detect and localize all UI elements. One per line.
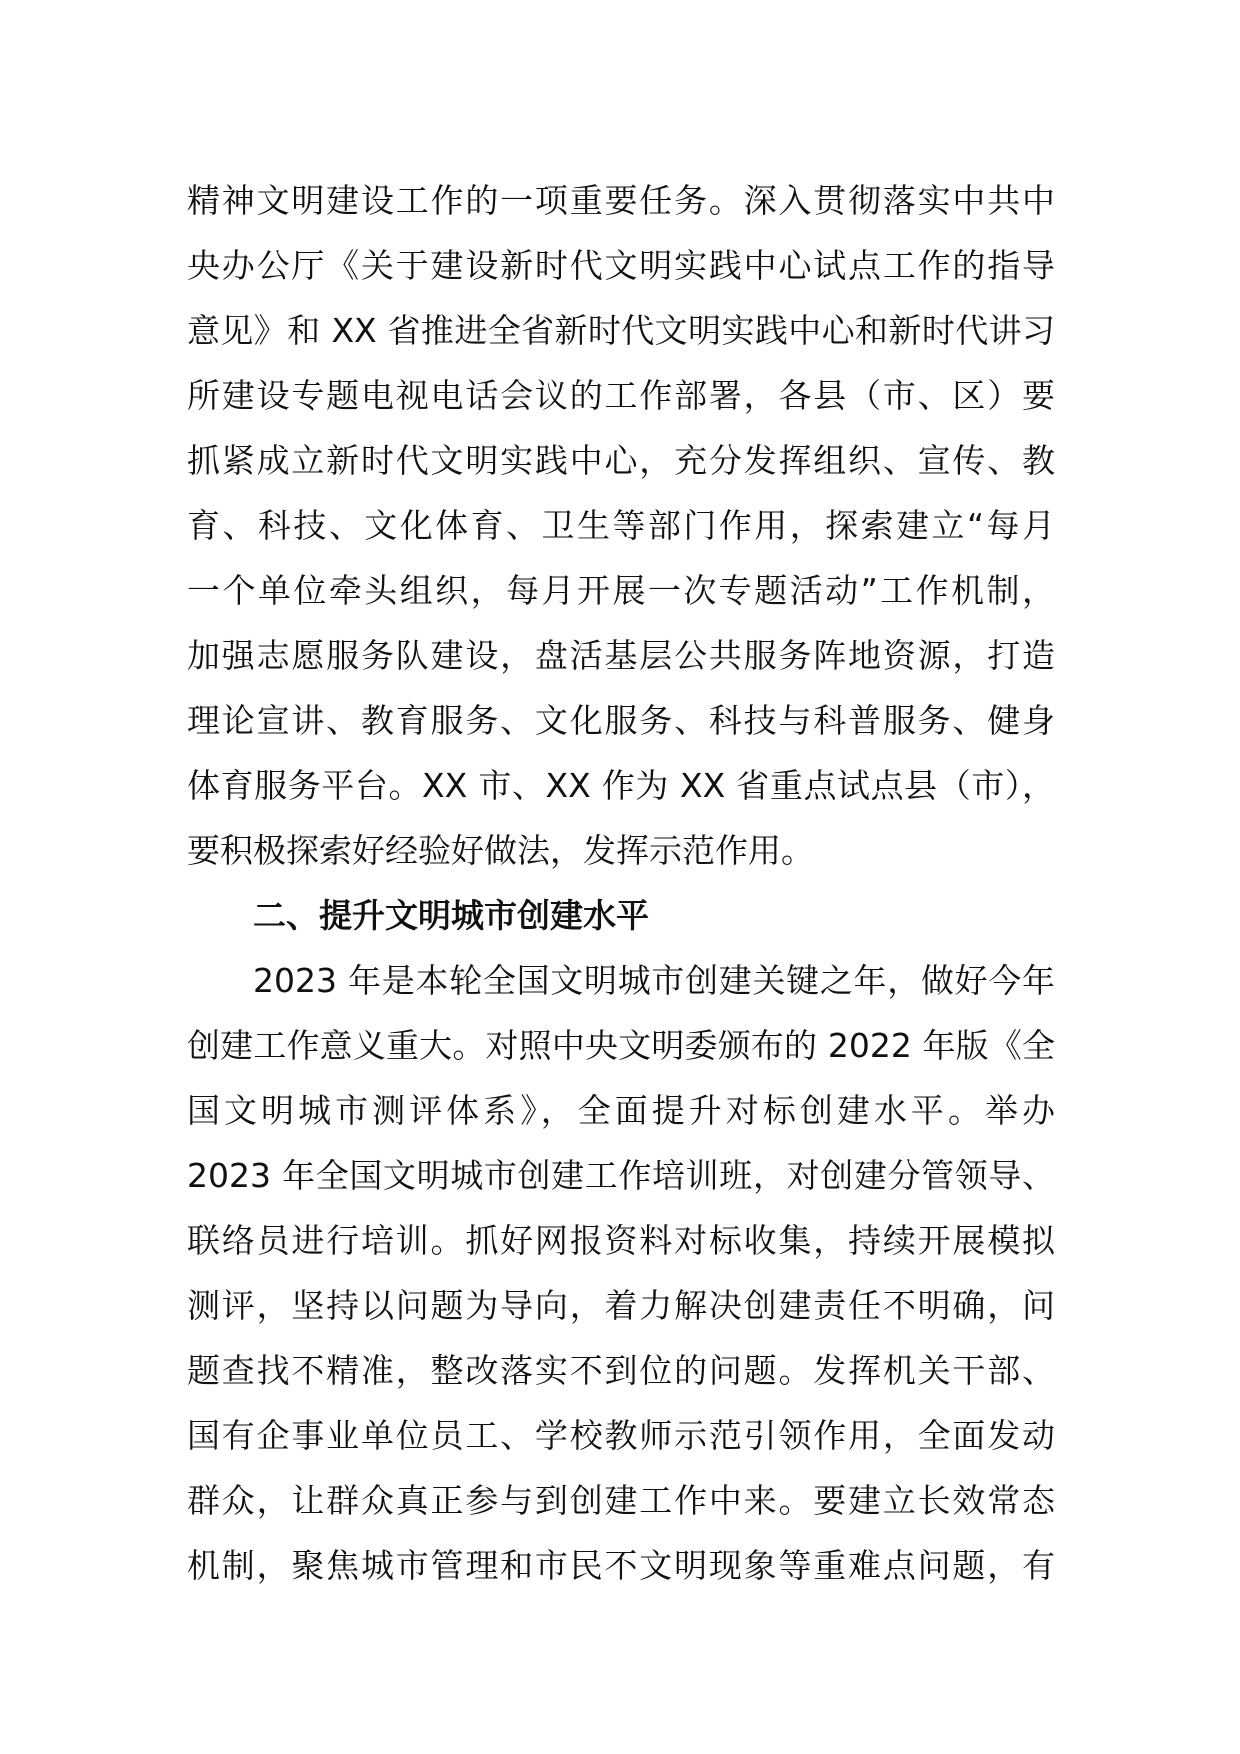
- body-line: 群众，让群众真正参与到创建工作中来。要建立长效常态: [187, 1481, 1055, 1520]
- body-line: 理论宣讲、教育服务、文化服务、科技与科普服务、健身: [187, 701, 1055, 740]
- body-line: 联络员进行培训。抓好网报资料对标收集，持续开展模拟: [187, 1221, 1055, 1260]
- body-line: 央办公厅《关于建设新时代文明实践中心试点工作的指导: [187, 246, 1055, 285]
- body-line: 国有企事业单位员工、学校教师示范引领作用，全面发动: [187, 1416, 1055, 1455]
- body-line: 机制，聚焦城市管理和市民不文明现象等重难点问题，有: [187, 1546, 1055, 1585]
- body-line: 抓紧成立新时代文明实践中心，充分发挥组织、宣传、教: [187, 441, 1055, 480]
- body-line: 题查找不精准，整改落实不到位的问题。发挥机关干部、: [187, 1351, 1055, 1390]
- body-line: 精神文明建设工作的一项重要任务。深入贯彻落实中共中: [187, 181, 1055, 220]
- body-line: 育、科技、文化体育、卫生等部门作用，探索建立“每月: [187, 506, 1055, 545]
- section-heading: 二、提升文明城市创建水平: [253, 896, 649, 935]
- body-line: 要积极探索好经验好做法，发挥示范作用。: [187, 831, 814, 870]
- body-line: 体育服务平台。XX 市、XX 作为 XX 省重点试点县（市），: [187, 766, 1055, 805]
- body-line: 意见》和 XX 省推进全省新时代文明实践中心和新时代讲习: [187, 311, 1055, 350]
- body-line: 2023 年全国文明城市创建工作培训班，对创建分管领导、: [187, 1156, 1055, 1195]
- body-line: 创建工作意义重大。对照中央文明委颁布的 2022 年版《全: [187, 1026, 1055, 1065]
- body-line: 国文明城市测评体系》，全面提升对标创建水平。举办: [187, 1091, 1055, 1130]
- body-line: 加强志愿服务队建设，盘活基层公共服务阵地资源，打造: [187, 636, 1055, 675]
- body-line: 2023 年是本轮全国文明城市创建关键之年，做好今年: [253, 961, 1055, 1000]
- body-line: 测评，坚持以问题为导向，着力解决创建责任不明确，问: [187, 1286, 1055, 1325]
- body-line: 一个单位牵头组织，每月开展一次专题活动”工作机制，: [187, 571, 1055, 610]
- body-line: 所建设专题电视电话会议的工作部署，各县（市、区）要: [187, 376, 1055, 415]
- document-body: [187, 168, 1055, 1598]
